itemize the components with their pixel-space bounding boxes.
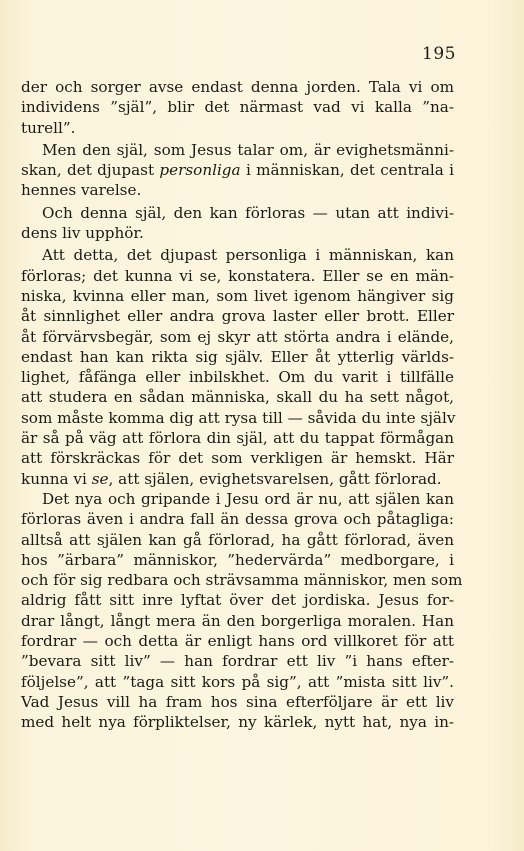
text-line: att förskräckas för det som verkligen är hemskt. Här — [21, 449, 454, 468]
text-line: hennes varelse. — [21, 181, 142, 200]
text-line: lighet, fåfänga eller inbilskhet. Om du varit i tillfälle — [21, 368, 454, 387]
text-line: Att detta, det djupast personliga i människan, kan — [42, 246, 454, 265]
text-line: förloras även i andra fall än dessa grova och påtagliga: — [21, 510, 454, 529]
text-line: hos ”ärbara” människor, ”hedervärda” medborgare, i — [21, 550, 454, 569]
text-line: med helt nya förpliktelser, ny kärlek, nytt hat, nya in- — [21, 713, 454, 732]
text-line: alltså att själen kan gå förlorad, ha gått förlorad, även — [21, 530, 454, 549]
text-line: åt sinnlighet eller andra grova laster eller brott. Eller — [21, 307, 454, 326]
text-line: skan, det djupast personliga i människan, det centrala i — [21, 161, 454, 180]
text-line: ”bevara sitt liv” — han fordrar ett liv ”i hans efter- — [21, 652, 454, 671]
text-line: fordrar — och detta är enligt hans ord villkoret för att — [21, 632, 454, 651]
text-line: Vad Jesus vill ha fram hos sina efterföljare är ett liv — [21, 692, 454, 711]
text-line: endast han kan rikta sig själv. Eller åt ytterlig världs- — [21, 347, 454, 366]
text-line: turell”. — [21, 118, 76, 137]
page-number: 195 — [422, 44, 456, 64]
emphasis: personliga — [159, 161, 241, 180]
text-line: åt förvärvsbegär, som ej skyr att störta andra i elände, — [21, 327, 454, 346]
text-line: drar långt, långt mera än den borgerliga moralen. Han — [21, 611, 454, 630]
text-line: är så på väg att förlora din själ, att du tappat förmågan — [21, 429, 454, 448]
text-line: dens liv upphör. — [21, 224, 144, 243]
emphasis: se — [91, 469, 109, 488]
text-line: att studera en sådan människa, skall du ha sett något, — [21, 388, 454, 407]
text-line: aldrig fått sitt inre lyftat över det jordiska. Jesus for- — [21, 591, 454, 610]
text-line: Och denna själ, den kan förloras — utan att indivi- — [42, 203, 454, 222]
text-line: följelse”, att ”taga sitt kors på sig”, att ”mista sitt liv”. — [21, 672, 454, 691]
text-line: som måste komma dig att rysa till — såvida du inte själv — [21, 408, 456, 427]
body-text — [21, 77, 463, 733]
text-line: individens ”själ”, blir det närmast vad vi kalla ”na- — [21, 98, 454, 117]
text-line: niska, kvinna eller man, som livet igenom hängiver sig — [21, 286, 454, 305]
text-line: och för sig redbara och strävsamma människor, men som — [21, 571, 463, 590]
text-line: Men den själ, som Jesus talar om, är evighetsmänni- — [42, 140, 454, 159]
text-line: förloras; det kunna vi se, konstatera. Eller se en män- — [21, 266, 454, 285]
text-line: Det nya och gripande i Jesu ord är nu, att själen kan — [42, 489, 454, 508]
text-line: der och sorger avse endast denna jorden. Tala vi om — [21, 78, 454, 96]
text-line: kunna vi se, att själen, evighetsvarelsen, gått förlorad. — [21, 469, 442, 488]
